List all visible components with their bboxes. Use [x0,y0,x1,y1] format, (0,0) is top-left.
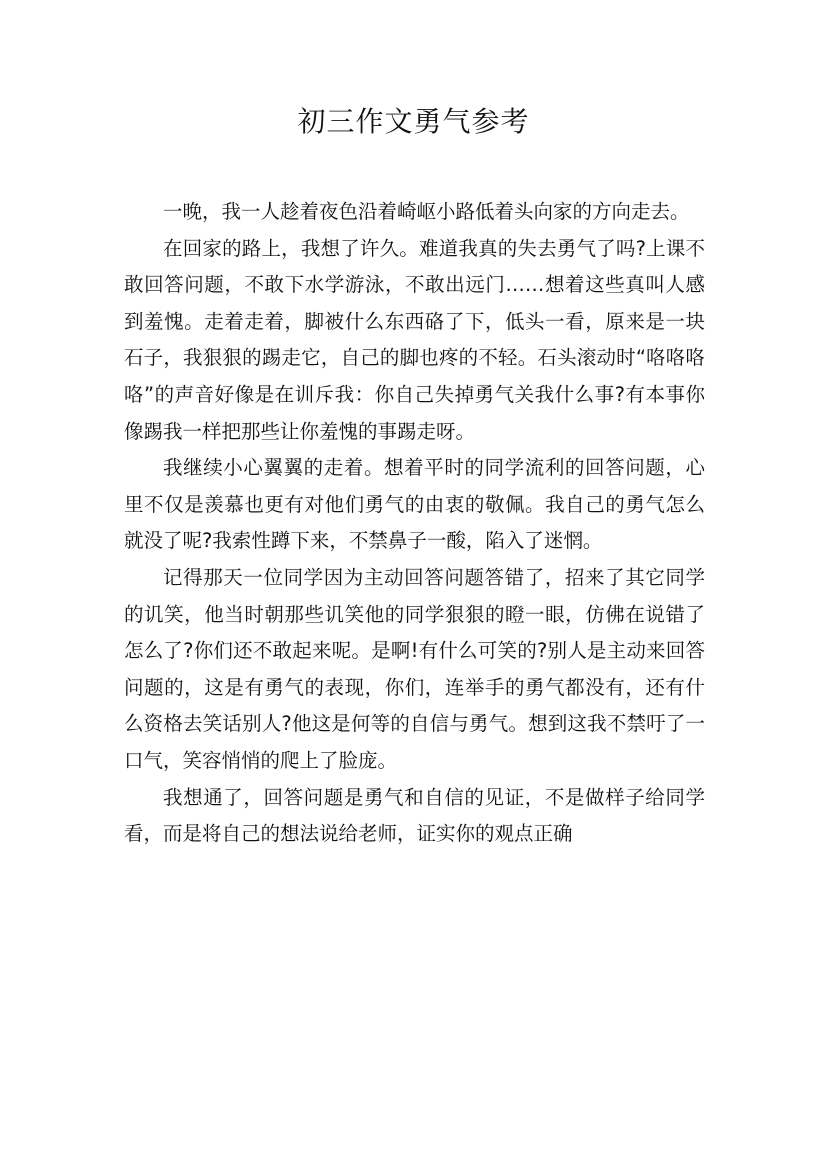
paragraph-4: 记得那天一位同学因为主动回答问题答错了，招来了其它同学的讥笑，他当时朝那些讥笑他的同学狠狠的瞪一眼，仿佛在说错了怎么了?你们还不敢起来呢。是啊!有什么可笑的?别人是主动来回答问题的，这是有勇气的表现，你们，连举手的勇气都没有，还有什么资格去笑话别人?他这是何等的自信与勇气。想到这我不禁吁了一口气，笑容悄悄的爬上了脸庞。 [124,565,705,772]
paragraph-5: 我想通了，回答问题是勇气和自信的见证，不是做样子给同学看，而是将自己的想法说给老师，证实你的观点正确 [124,785,705,846]
paragraph-1: 一晚，我一人趁着夜色沿着崎岖小路低着头向家的方向走去。 [163,200,690,223]
document-title: 初三作文勇气参考 [297,105,530,138]
paragraph-2: 在回家的路上，我想了许久。难道我真的失去勇气了吗?上课不敢回答问题，不敢下水学游泳，不敢出远门……想着这些真叫人感到羞愧。走着走着，脚被什么东西硌了下，低头一看，原来是一块石子，我狠狠的踢走它，自己的脚也疼的不轻。石头滚动时“咯咯咯咯”的声音好像是在训斥我：你自己失掉勇气关我什么事?有本事你像踢我一样把那些让你羞愧的事踢走呀。 [124,236,705,443]
paragraph-3: 我继续小心翼翼的走着。想着平时的同学流利的回答问题，心里不仅是羡慕也更有对他们勇气的由衷的敬佩。我自己的勇气怎么就没了呢?我索性蹲下来，不禁鼻子一酸，陷入了迷惘。 [124,456,705,553]
document-body [124,194,705,853]
